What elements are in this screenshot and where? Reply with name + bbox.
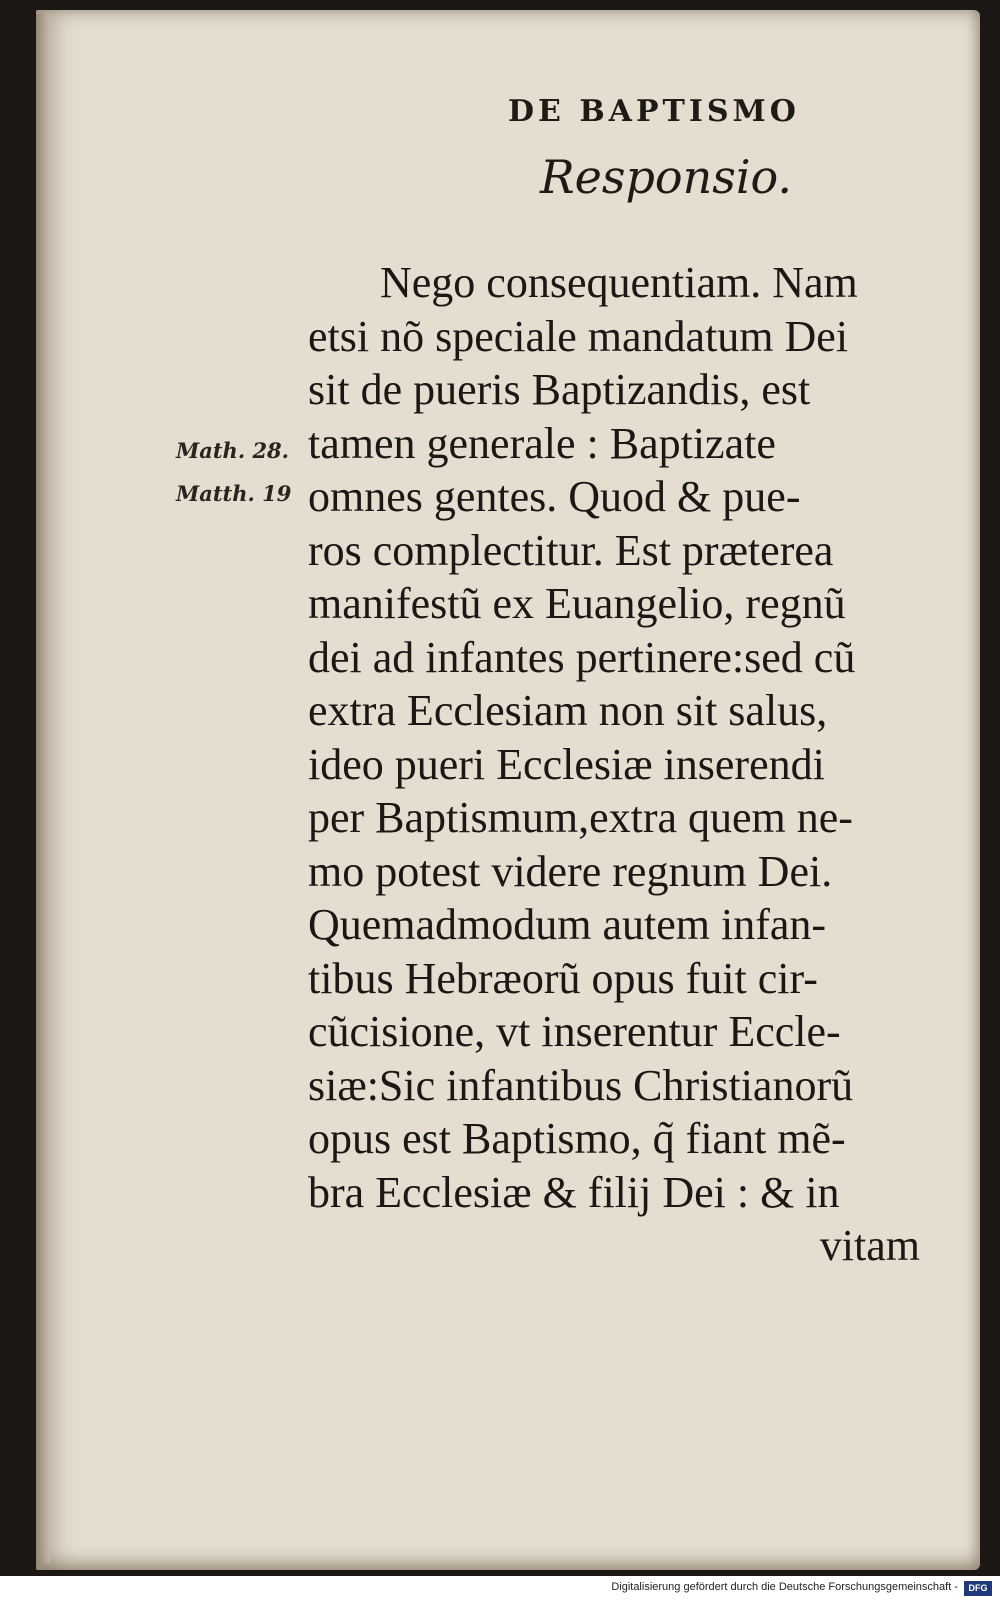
text-line: Quemadmodum autem infan-	[308, 900, 827, 949]
marginal-note-2: Matth. 19	[176, 481, 292, 506]
catchword: vitam	[819, 1221, 920, 1270]
dfg-logo-icon: DFG	[964, 1581, 992, 1596]
text-line: extra Ecclesiam non sit salus,	[308, 686, 828, 735]
text-line: per Baptismum,extra quem ne-	[308, 793, 853, 842]
running-head: DE BAPTISMO	[508, 94, 800, 129]
text-line: ideo pueri Ecclesiæ inserendi	[308, 739, 825, 789]
text-line: ros complectitur. Est præterea	[308, 525, 834, 575]
footer-credit: Digitalisierung gefördert durch die Deutsche Forschungsgemeinschaft -	[611, 1581, 958, 1593]
text-line: omnes gentes. Quod & pue-	[308, 472, 801, 521]
text-line: tibus Hebræorũ opus fuit cir-	[308, 953, 818, 1003]
text-line: manifestũ ex Euangelio, regnũ	[308, 579, 846, 628]
text-line: dei ad infantes pertinere:sed cũ	[308, 632, 856, 682]
text-line: tamen generale : Baptizate	[308, 418, 776, 468]
text-line: mo potest videre regnum Dei.	[308, 846, 833, 896]
text-line: Nego consequentiam. Nam	[380, 258, 858, 307]
body-text	[308, 256, 958, 1273]
text-line: cũcisione, vt inserentur Eccle-	[308, 1007, 841, 1056]
text-line: siæ:Sic infantibus Christianorũ	[308, 1060, 854, 1110]
page-gutter-edge	[36, 14, 50, 1564]
footer-bar	[0, 1576, 1000, 1603]
text-line: etsi nõ speciale mandatum Dei	[308, 311, 849, 361]
text-line: sit de pueris Baptizandis, est	[308, 365, 811, 414]
text-line: bra Ecclesiæ & filij Dei : & in	[308, 1167, 840, 1217]
marginal-note-1: Math. 28.	[176, 438, 289, 463]
text-line: opus est Baptismo, q̃ fiant mẽ-	[308, 1114, 846, 1163]
section-title: Responsio.	[540, 150, 793, 204]
